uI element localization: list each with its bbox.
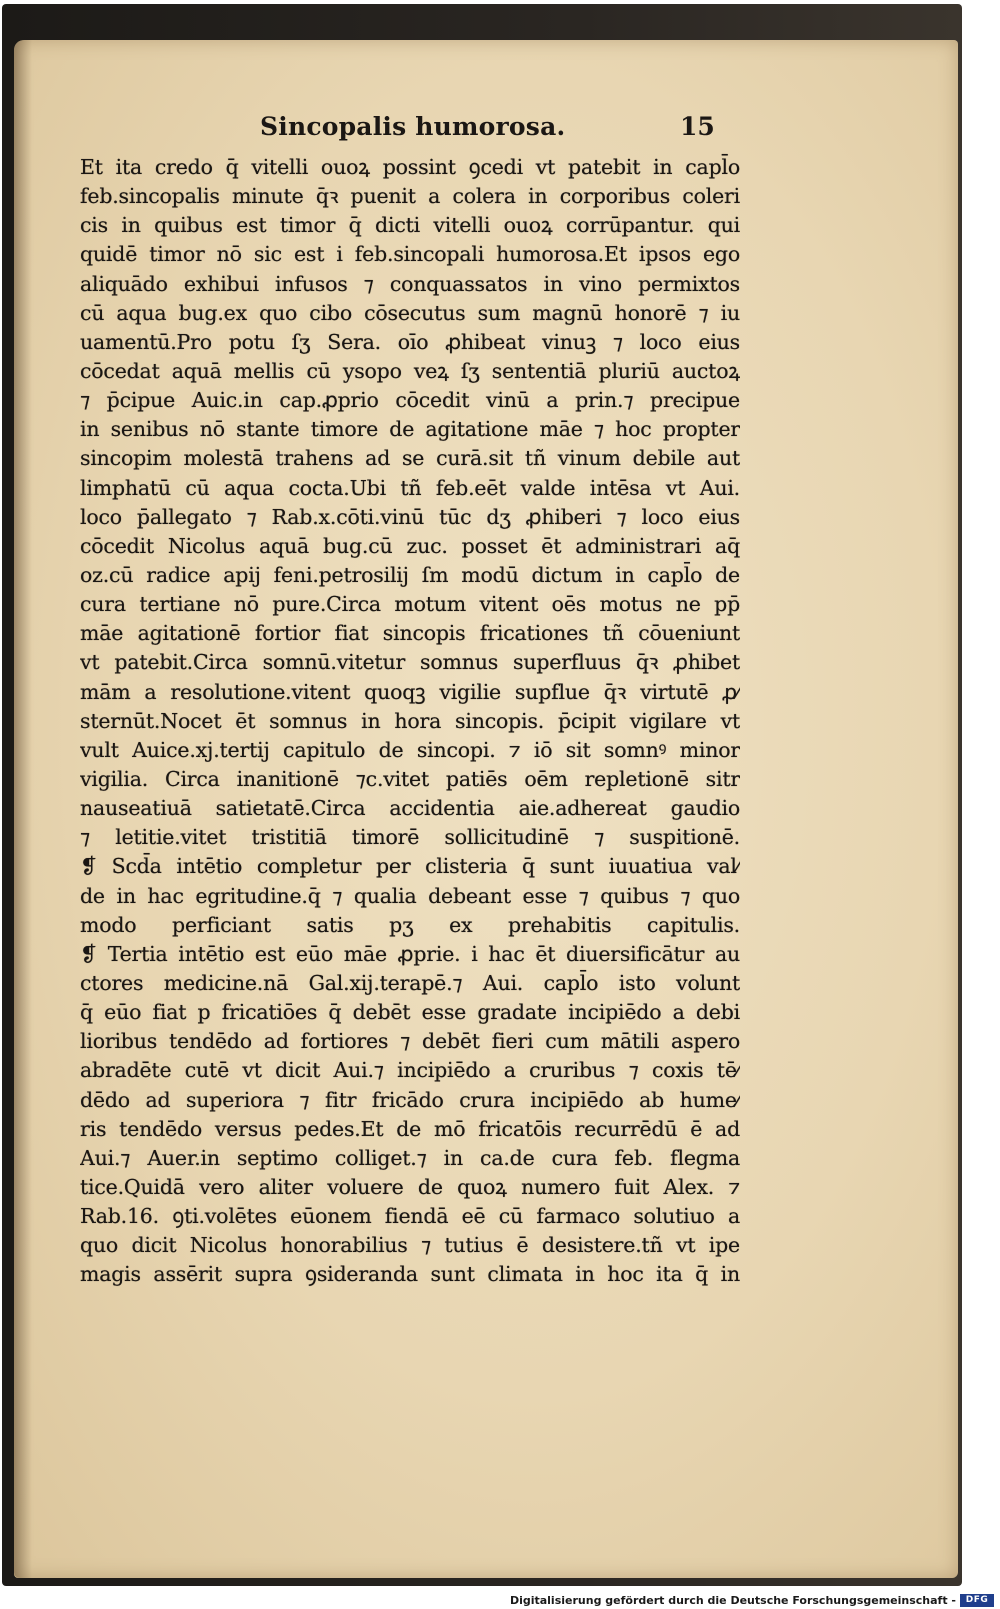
text-line: quidē timor nō sic est i feb.sincopali humorosa.Et ipsos ego [80, 242, 740, 267]
text-line: ⁊ letitie.vitet tristitiā timorē sollicitudinē ⁊ suspitionē. [80, 825, 740, 850]
text-line: in senibus nō stante timore de agitatione māe ⁊ hoc propter [80, 417, 740, 442]
text-line: cis in quibus est timor q̄ dicti vitelli ouoꝝ corrūpantur. qui [80, 213, 740, 238]
text-line: vult Auice.xj.tertij capitulo de sincopi. ⁊ iō sit somnꝰ minor [80, 737, 740, 762]
text-line: abradēte cutē vt dicit Aui.⁊ incipiēdo a cruribus ⁊ coxis tē⁄ [80, 1058, 740, 1083]
text-line: loco p̄allegato ⁊ Rab.x.cōti.vinū tūc dʒ ꝓhiberi ⁊ loco eius [80, 504, 740, 529]
text-line: ris tendēdo versus pedes.Et de mō fricatōis recurrēdū ē ad [80, 1116, 740, 1141]
text-line: de in hac egritudine.q̄ ⁊ qualia debeant esse ⁊ quibus ⁊ quo [80, 883, 740, 908]
text-block [80, 153, 740, 1289]
text-line: cōcedit Nicolus aquā bug.cū zuc. posset ēt administrari aq̄ [80, 533, 740, 558]
text-line: māe agitationē fortior fiat sincopis fricationes tñ cōueniunt [80, 621, 740, 646]
text-line: tice.Quidā vero aliter voluere de quoꝝ numero fuit Alex. ⁊ [80, 1174, 740, 1199]
text-line: oz.cū radice apij feni.petrosilij ſm modū dictum in capl̄o de [80, 562, 740, 587]
text-line: aliquādo exhibui infusos ⁊ conquassatos in vino permixtos [80, 271, 740, 296]
text-line: uamentū.Pro potu ſʒ Sera. oīo ꝓhibeat vinuꝫ ⁊ loco eius [80, 329, 740, 354]
text-line: quo dicit Nicolus honorabilius ⁊ tutius ē desistere.tñ vt ipe [80, 1233, 740, 1258]
text-line: limphatū cū aqua cocta.Ubi tñ feb.eēt valde intēsa vt Aui. [80, 475, 740, 500]
running-head: Sincopalis humorosa. [260, 112, 566, 141]
dfg-logo: DFG [960, 1594, 994, 1607]
text-line: Rab.16. ꝯti.volētes eūonem fiendā eē cū farmaco solutiuo a [80, 1204, 740, 1229]
text-line: magis assērit supra ꝯsideranda sunt climata in hoc ita q̄ in [80, 1262, 740, 1287]
text-line: sternūt.Nocet ēt somnus in hora sincopis. p̄cipit vigilare vt [80, 708, 740, 733]
text-line: dēdo ad superiora ⁊ fitr fricādo crura incipiēdo ab hume⁄ [80, 1087, 740, 1112]
text-line: vt patebit.Circa somnū.vitetur somnus superfluus q̄ꝛ ꝓhibet [80, 650, 740, 675]
text-line: cōcedat aquā mellis cū ysopo veꝝ ſʒ sententiā pluriū auctoꝝ [80, 358, 740, 383]
digitization-credit: Digitalisierung gefördert durch die Deutsche Forschungsgemeinschaft - [509, 1594, 956, 1607]
text-line: ❡ Tertia intētio est eūo māe ꝓprie. i hac ēt diuersificātur au [80, 941, 740, 966]
text-line: ⁊ p̄cipue Auic.in cap.ꝓprio cōcedit vinū a prin.⁊ precipue [80, 388, 740, 413]
text-line: cū aqua bug.ex quo cibo cōsecutus sum magnū honorē ⁊ iu [80, 300, 740, 325]
text-line: cura tertiane nō pure.Circa motum vitent oēs motus ne pp̄ [80, 592, 740, 617]
text-line: feb.sincopalis minute q̄ꝛ puenit a colera in corporibus coleri [80, 184, 740, 209]
text-line: q̄ eūo fiat p fricatiōes q̄ debēt esse gradate incipiēdo a debi [80, 1000, 740, 1025]
text-line: modo perficiant satis pʒ ex prehabitis capitulis. [80, 912, 740, 937]
text-line: Aui.⁊ Auer.in septimo colliget.⁊ in ca.de cura feb. flegma [80, 1145, 740, 1170]
folio-number: 15 [680, 112, 715, 141]
text-line: ❡ Scd̄a intētio completur per clisteria q̄ sunt iuuatiua val⁄ [80, 854, 740, 879]
text-line: sincopim molestā trahens ad se curā.sit tñ vinum debile aut [80, 446, 740, 471]
text-line: nauseatiuā satietatē.Circa accidentia aie.adhereat gaudio [80, 796, 740, 821]
text-line: mām a resolutione.vitent quoqꝫ vigilie supflue q̄ꝛ virtutē ꝓ⁄ [80, 679, 740, 704]
text-line: lioribus tendēdo ad fortiores ⁊ debēt fieri cum mātili aspero [80, 1029, 740, 1054]
text-line: ctores medicine.nā Gal.xij.terapē.⁊ Aui. capl̄o isto volunt [80, 970, 740, 995]
text-line: vigilia. Circa inanitionē ⁊c.vitet patiēs oēm repletionē sitr [80, 766, 740, 791]
text-line: Et ita credo q̄ vitelli ouoꝝ possint ꝯcedi vt patebit in capl̄o [80, 155, 740, 179]
